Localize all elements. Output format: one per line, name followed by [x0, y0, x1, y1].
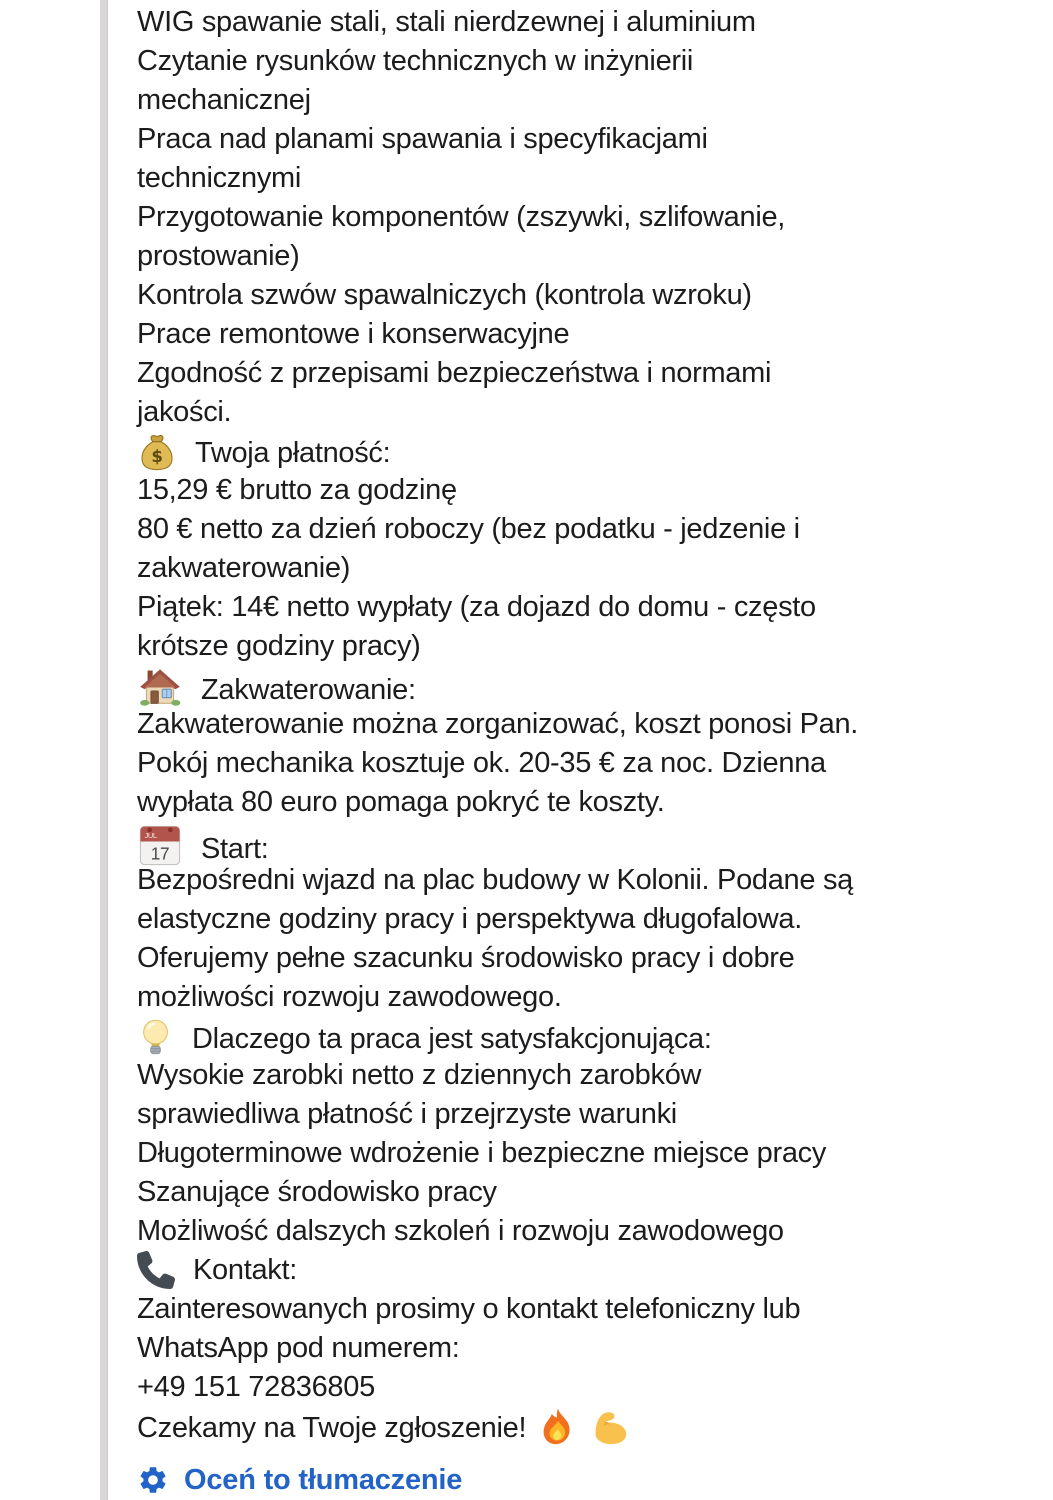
text-line-content: +49 151 72836805	[137, 1371, 375, 1403]
text-line	[137, 1017, 1037, 1056]
text-line-content: mechanicznej	[137, 84, 311, 116]
text-line	[137, 744, 1037, 783]
text-line-content: Twoja płatność:	[195, 437, 391, 469]
text-line	[137, 1056, 1037, 1095]
text-line	[137, 900, 1037, 939]
text-line	[137, 978, 1037, 1017]
text-line	[137, 432, 1037, 471]
text-line-content: WIG spawanie stali, stali nierdzewnej i aluminium	[137, 6, 756, 38]
text-line	[137, 1329, 1037, 1368]
text-line-content: Zgodność z przepisami bezpieczeństwa i normami	[137, 357, 772, 389]
text-line	[137, 549, 1037, 588]
text-line-content: Piątek: 14€ netto wypłaty (za dojazd do domu - często	[137, 591, 816, 623]
text-line	[137, 666, 1037, 705]
text-line-content: Start:	[201, 833, 269, 865]
house-icon	[137, 666, 183, 709]
text-line	[137, 42, 1037, 81]
text-line-content: Bezpośredni wjazd na plac budowy w Kolonii. Podane są	[137, 864, 853, 896]
text-line	[137, 3, 1037, 42]
text-line-content: WhatsApp pod numerem:	[137, 1332, 460, 1364]
text-line	[137, 1173, 1037, 1212]
text-line	[137, 510, 1037, 549]
flexed-biceps-icon	[590, 1408, 632, 1447]
text-line	[137, 237, 1037, 276]
text-line-content: Prace remontowe i konserwacyjne	[137, 318, 570, 350]
text-line	[137, 1095, 1037, 1134]
text-line-content: Możliwość dalszych szkoleń i rozwoju zawodowego	[137, 1215, 784, 1247]
text-line	[137, 1134, 1037, 1173]
text-line	[137, 81, 1037, 120]
text-line	[137, 1212, 1037, 1251]
text-line	[137, 939, 1037, 978]
text-line	[137, 471, 1037, 510]
svg-text:17: 17	[150, 843, 170, 864]
gear-icon	[137, 1464, 169, 1496]
light-bulb-icon	[137, 1017, 174, 1058]
text-line-content: sprawiedliwa płatność i przejrzyste warunki	[137, 1098, 677, 1130]
money-bag-icon	[137, 432, 177, 472]
text-line	[137, 354, 1037, 393]
text-line	[137, 861, 1037, 900]
text-line	[137, 1290, 1037, 1329]
text-line-content: Zakwaterowanie można zorganizować, koszt ponosi Pan.	[137, 708, 859, 740]
text-line-content: Pokój mechanika kosztuje ok. 20-35 € za noc. Dzienna	[137, 747, 826, 779]
text-line-content: technicznymi	[137, 162, 302, 194]
text-line	[137, 393, 1037, 432]
rate-translation-label: Oceń to tłumaczenie	[184, 1464, 463, 1496]
text-line-content: Wysokie zarobki netto z dziennych zarobków	[137, 1059, 702, 1091]
text-line-content: wypłata 80 euro pomaga pokryć te koszty.	[137, 786, 665, 818]
text-line	[137, 1368, 1037, 1407]
text-line	[137, 276, 1037, 315]
text-line-content: 80 € netto za dzień roboczy (bez podatku - jedzenie i	[137, 513, 800, 545]
text-line-content: Kontakt:	[193, 1254, 297, 1286]
text-line	[137, 783, 1037, 822]
text-line-content: Czytanie rysunków technicznych w inżynierii	[137, 45, 694, 77]
phone-icon	[137, 1251, 175, 1289]
text-line	[137, 822, 1037, 865]
text-line-content: Szanujące środowisko pracy	[137, 1176, 497, 1208]
text-line	[137, 705, 1037, 744]
text-line-content: Przygotowanie komponentów (zszywki, szlifowanie,	[137, 201, 786, 233]
text-line-content: 15,29 € brutto za godzinę	[137, 474, 457, 506]
left-divider	[100, 0, 108, 1500]
text-line	[137, 120, 1037, 159]
text-line-content: krótsze godziny pracy)	[137, 630, 421, 662]
text-line-content: Długoterminowe wdrożenie i bezpieczne miejsce pracy	[137, 1137, 827, 1169]
text-line-content: jakości.	[137, 396, 232, 428]
svg-text:$: $	[151, 447, 163, 466]
text-line-content: możliwości rozwoju zawodowego.	[137, 981, 562, 1013]
text-line-content: Kontrola szwów spawalniczych (kontrola wzroku)	[137, 279, 752, 311]
text-line	[137, 159, 1037, 198]
text-line	[137, 198, 1037, 237]
post-content	[137, 3, 1037, 1500]
post-text-lines	[137, 3, 1037, 1446]
text-line	[137, 627, 1037, 666]
rate-translation-button[interactable]	[137, 1460, 1037, 1500]
text-line-content: Czekamy na Twoje zgłoszenie!	[137, 1412, 527, 1444]
text-line-content: Oferujemy pełne szacunku środowisko pracy i dobre	[137, 942, 795, 974]
text-line	[137, 588, 1037, 627]
text-line-content: Praca nad planami spawania i specyfikacjami	[137, 123, 708, 155]
text-line-content: prostowanie)	[137, 240, 300, 272]
text-line-content: Zainteresowanych prosimy o kontakt telefoniczny lub	[137, 1293, 801, 1325]
text-line-content: Dlaczego ta praca jest satysfakcjonująca:	[192, 1023, 712, 1055]
text-line	[137, 1407, 1037, 1446]
svg-text:JUL: JUL	[144, 831, 157, 841]
text-line	[137, 315, 1037, 354]
fire-icon	[540, 1407, 576, 1447]
text-line-content: Zakwaterowanie:	[201, 674, 416, 706]
text-line	[137, 1251, 1037, 1290]
text-line-content: zakwaterowanie)	[137, 552, 351, 584]
text-line-content: elastyczne godziny pracy i perspektywa długofalowa.	[137, 903, 802, 935]
